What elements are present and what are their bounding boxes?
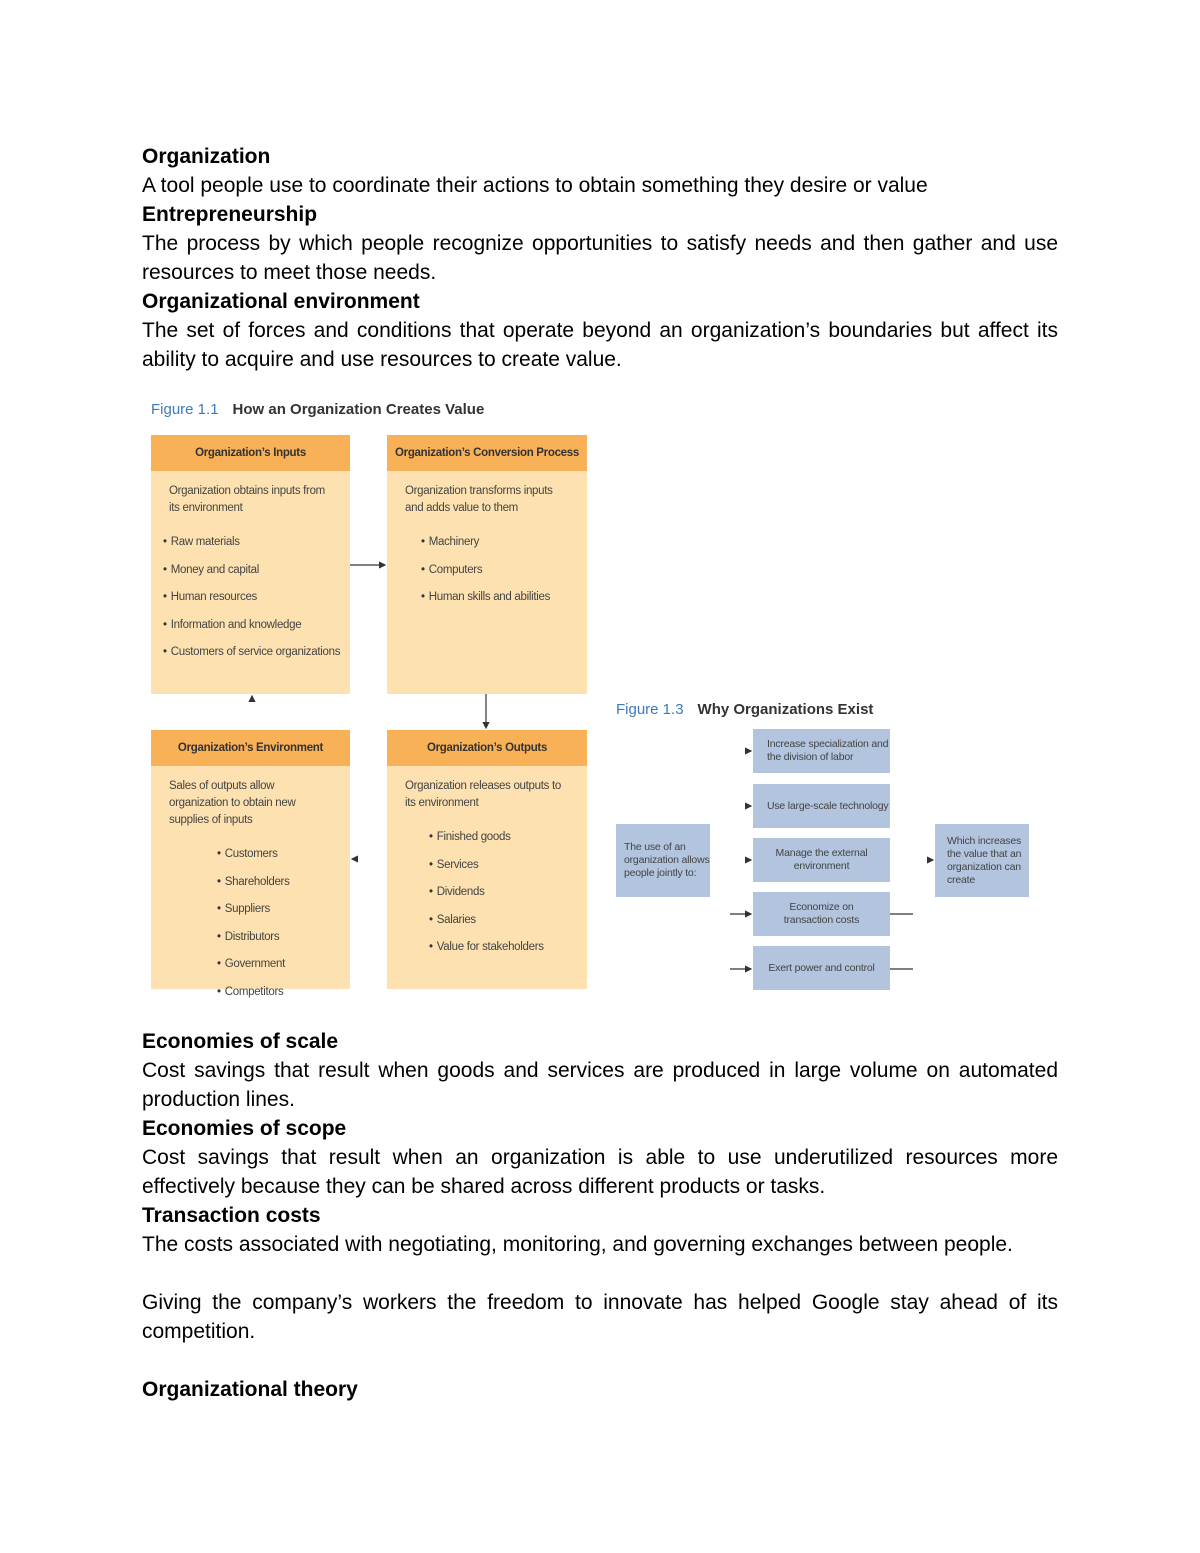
- why-right-text: Which increases the value that an organization can create: [947, 834, 1022, 886]
- definition-organizational-environment: The set of forces and conditions that operate beyond an organization’s boundaries but affect its ability to acquire and use resources to create value.: [142, 319, 1058, 371]
- outputs-heading: Organization’s Outputs: [387, 730, 587, 766]
- environment-item: • Government: [217, 951, 338, 979]
- environment-item: • Competitors: [217, 979, 338, 1007]
- term-organization: Organization: [142, 145, 271, 168]
- term-organizational-environment: Organizational environment: [142, 290, 420, 313]
- term-entrepreneurship: Entrepreneurship: [142, 203, 318, 226]
- reason-text: Manage the external environment: [775, 847, 868, 872]
- outputs-intro: Organization releases outputs to its environment: [405, 780, 561, 809]
- google-note: Giving the company’s workers the freedom to innovate has helped Google stay ahead of its competition.: [142, 1291, 1058, 1343]
- reason-text: Use large-scale technology: [767, 799, 889, 812]
- inputs-intro: Organization obtains inputs from its environment: [169, 485, 325, 514]
- environment-item: • Distributors: [217, 924, 338, 952]
- environment-intro: Sales of outputs allow organization to obtain new supplies of inputs: [169, 780, 296, 826]
- conversion-item: • Computers: [421, 557, 575, 585]
- reason-text: Exert power and control: [768, 961, 875, 974]
- outputs-item: • Value for stakeholders: [429, 934, 575, 962]
- definition-economies-of-scale: Cost savings that result when goods and services are produced in large volume on automated production lines.: [142, 1059, 1058, 1111]
- reason-text: Increase specialization and the division of labor: [767, 738, 889, 763]
- inputs-item: • Raw materials: [163, 529, 338, 557]
- inputs-item: • Money and capital: [163, 557, 338, 585]
- conversion-item: • Human skills and abilities: [421, 584, 575, 612]
- reason-text: Economize on transaction costs: [783, 901, 860, 926]
- outputs-item: • Dividends: [429, 879, 575, 907]
- outputs-item: • Salaries: [429, 907, 575, 935]
- environment-heading: Organization’s Environment: [151, 730, 350, 766]
- inputs-item: • Information and knowledge: [163, 612, 338, 640]
- conversion-intro: Organization transforms inputs and adds value to them: [405, 485, 553, 514]
- inputs-heading: Organization’s Inputs: [151, 435, 350, 471]
- why-left-text: The use of an organization allows people jointly to:: [624, 841, 710, 879]
- definition-entrepreneurship: The process by which people recognize opportunities to satisfy needs and then gather and use resources to meet those needs.: [142, 232, 1058, 284]
- definition-economies-of-scope: Cost savings that result when an organization is able to use underutilized resources more effectively because they can be shared across different products or tasks.: [142, 1146, 1058, 1198]
- figure-1-1-number: Figure 1.1: [151, 401, 219, 418]
- conversion-heading: Organization’s Conversion Process: [387, 435, 587, 471]
- figure-1-1-title: How an Organization Creates Value: [232, 401, 485, 418]
- outputs-item: • Services: [429, 852, 575, 880]
- conversion-item: • Machinery: [421, 529, 575, 557]
- definition-organization: A tool people use to coordinate their actions to obtain something they desire or value: [142, 174, 928, 197]
- inputs-item: • Human resources: [163, 584, 338, 612]
- figure-1-3-title: Why Organizations Exist: [697, 701, 874, 718]
- term-transaction-costs: Transaction costs: [142, 1204, 321, 1227]
- definitions-bottom: [142, 1027, 1058, 1404]
- inputs-item: • Customers of service organizations: [163, 639, 338, 667]
- outputs-item: • Finished goods: [429, 824, 575, 852]
- definition-transaction-costs: The costs associated with negotiating, monitoring, and governing exchanges between people.: [142, 1233, 1013, 1256]
- environment-item: • Suppliers: [217, 896, 338, 924]
- heading-organizational-theory: Organizational theory: [142, 1378, 358, 1401]
- figure-1-3-number: Figure 1.3: [616, 701, 684, 718]
- environment-item: • Shareholders: [217, 869, 338, 897]
- term-economies-of-scope: Economies of scope: [142, 1117, 347, 1140]
- environment-item: • Customers: [217, 841, 338, 869]
- term-economies-of-scale: Economies of scale: [142, 1030, 339, 1053]
